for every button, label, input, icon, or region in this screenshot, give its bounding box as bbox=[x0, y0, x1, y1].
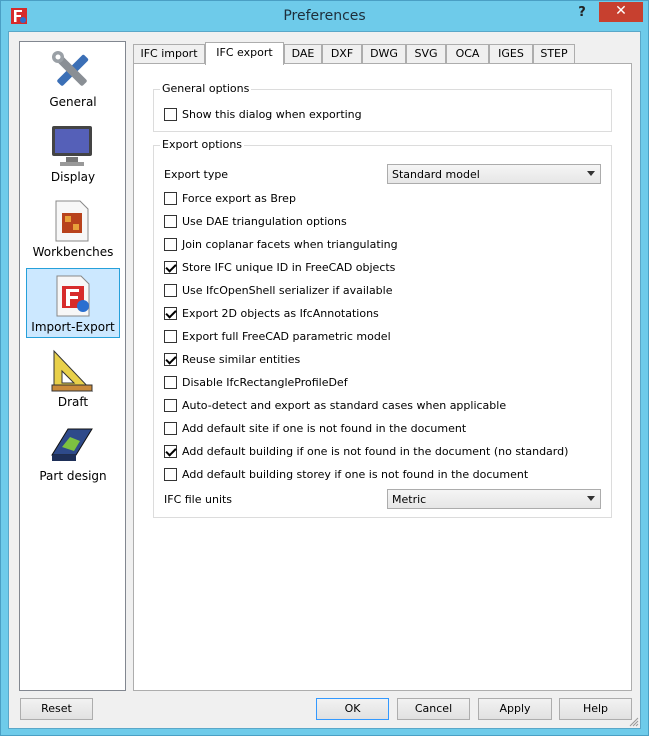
workbench-icon bbox=[48, 197, 96, 245]
tab-ifc-import[interactable]: IFC import bbox=[133, 44, 205, 64]
monitor-icon bbox=[48, 122, 96, 170]
tab-ifc-export[interactable]: IFC export bbox=[205, 42, 284, 65]
sidebar-item-label: General bbox=[49, 95, 97, 109]
cancel-button[interactable]: Cancel bbox=[397, 698, 470, 720]
draft-icon bbox=[48, 347, 96, 395]
checkbox-label: Force export as Brep bbox=[182, 192, 296, 205]
tab-dxf[interactable]: DXF bbox=[322, 44, 362, 64]
group-title: General options bbox=[162, 82, 250, 95]
checkbox-box[interactable] bbox=[164, 376, 177, 389]
tab-svg[interactable]: SVG bbox=[406, 44, 446, 64]
sidebar-item-display[interactable] bbox=[26, 119, 120, 189]
checkbox-box[interactable] bbox=[164, 468, 177, 481]
checkbox-label: Add default building if one is not found in the document (no standard) bbox=[182, 445, 569, 458]
checkbox-box[interactable] bbox=[164, 215, 177, 228]
checkbox-label: Add default site if one is not found in the document bbox=[182, 422, 467, 435]
sidebar-item-general[interactable] bbox=[26, 44, 120, 114]
tab-step[interactable]: STEP bbox=[533, 44, 575, 64]
export-type-select[interactable] bbox=[387, 164, 601, 184]
checkbox-label: Auto-detect and export as standard cases when applicable bbox=[182, 399, 507, 412]
checkbox-box[interactable] bbox=[164, 330, 177, 343]
tab-oca[interactable]: OCA bbox=[446, 44, 489, 64]
sidebar-item-label: Display bbox=[50, 170, 96, 184]
title-bar[interactable] bbox=[1, 1, 648, 31]
apply-button[interactable]: Apply bbox=[478, 698, 552, 720]
export-options-group bbox=[153, 138, 612, 518]
reset-button[interactable]: Reset bbox=[20, 698, 93, 720]
sidebar-item-label: Workbenches bbox=[32, 245, 114, 259]
resize-grip-icon[interactable] bbox=[629, 717, 639, 727]
window-title: Preferences bbox=[283, 8, 366, 24]
chevron-down-icon bbox=[587, 496, 595, 502]
tools-icon bbox=[48, 47, 96, 95]
checkbox-label: Use IfcOpenShell serializer if available bbox=[182, 284, 393, 297]
close-button[interactable]: ✕ bbox=[599, 2, 643, 22]
checkbox-label: Store IFC unique ID in FreeCAD objects bbox=[182, 261, 396, 274]
checkbox-label: Disable IfcRectangleProfileDef bbox=[182, 376, 348, 389]
sidebar-item-label: Draft bbox=[57, 395, 89, 409]
export-type-label: Export type bbox=[164, 168, 229, 181]
checkbox-box[interactable] bbox=[164, 192, 177, 205]
category-sidebar bbox=[19, 41, 126, 691]
combo-value: Standard model bbox=[392, 168, 480, 181]
combo-value: Metric bbox=[392, 493, 427, 506]
checkbox-label: Join coplanar facets when triangulating bbox=[182, 238, 398, 251]
help-icon[interactable]: ? bbox=[578, 5, 586, 20]
sidebar-item-label: Part design bbox=[39, 469, 107, 483]
tab-iges[interactable]: IGES bbox=[489, 44, 533, 64]
checkbox-label: Reuse similar entities bbox=[182, 353, 301, 366]
import-export-icon bbox=[49, 272, 97, 320]
help-button[interactable]: Help bbox=[559, 698, 632, 720]
checkbox-label: Add default building storey if one is not found in the document bbox=[182, 468, 529, 481]
tab-dae[interactable]: DAE bbox=[284, 44, 322, 64]
checkbox-box[interactable] bbox=[164, 307, 177, 320]
sidebar-item-part-design[interactable] bbox=[26, 418, 120, 488]
part-design-icon bbox=[48, 421, 96, 469]
checkbox-box[interactable] bbox=[164, 108, 177, 121]
checkbox-box[interactable] bbox=[164, 261, 177, 274]
tab-dwg[interactable]: DWG bbox=[362, 44, 406, 64]
sidebar-item-draft[interactable] bbox=[26, 344, 120, 414]
ifc-units-select[interactable] bbox=[387, 489, 601, 509]
checkbox-box[interactable] bbox=[164, 445, 177, 458]
ok-button[interactable]: OK bbox=[316, 698, 389, 720]
general-options-group bbox=[153, 82, 612, 132]
sidebar-item-label: Import-Export bbox=[31, 320, 115, 334]
chevron-down-icon bbox=[587, 171, 595, 177]
ifc-export-page bbox=[133, 63, 632, 691]
checkbox-label: Use DAE triangulation options bbox=[182, 215, 347, 228]
checkbox-box[interactable] bbox=[164, 353, 177, 366]
sidebar-item-import-export[interactable] bbox=[26, 268, 120, 338]
group-title: Export options bbox=[162, 138, 243, 151]
checkbox-label: Show this dialog when exporting bbox=[182, 108, 362, 121]
checkbox-box[interactable] bbox=[164, 399, 177, 412]
ifc-units-label: IFC file units bbox=[164, 493, 233, 506]
checkbox-label: Export full FreeCAD parametric model bbox=[182, 330, 391, 343]
checkbox-box[interactable] bbox=[164, 238, 177, 251]
checkbox-box[interactable] bbox=[164, 284, 177, 297]
checkbox-label: Export 2D objects as IfcAnnotations bbox=[182, 307, 379, 320]
dialog-client bbox=[8, 31, 641, 729]
sidebar-item-workbenches[interactable] bbox=[26, 194, 120, 264]
checkbox-box[interactable] bbox=[164, 422, 177, 435]
